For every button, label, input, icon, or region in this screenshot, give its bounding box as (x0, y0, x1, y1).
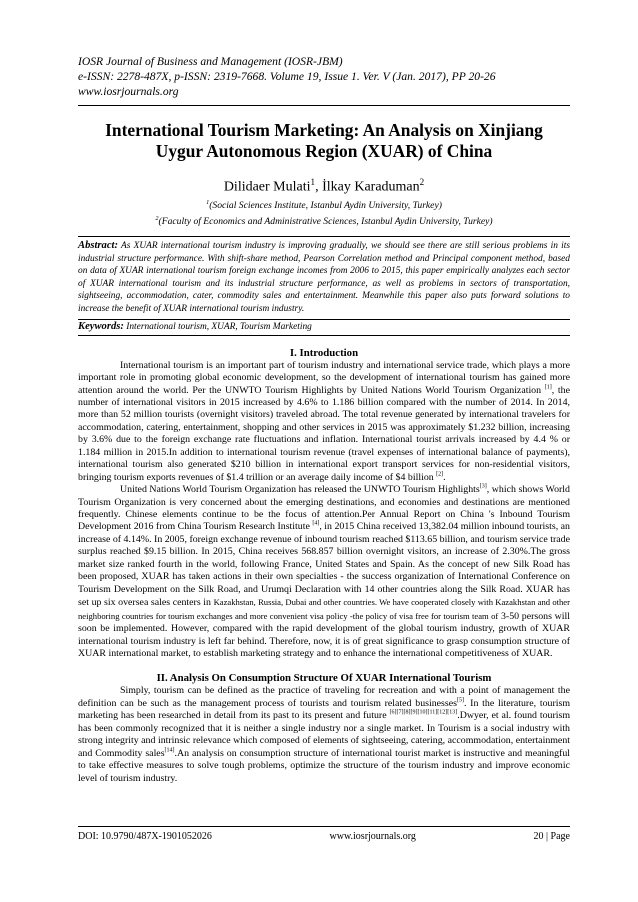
title-line-2: Uygur Autonomous Region (XUAR) of China (155, 141, 493, 161)
s2p1-text-b: . In the literature, tourism marketing has been researched in detail from its past to its present and future (78, 697, 571, 722)
citation-4[interactable]: [4] (312, 521, 320, 528)
abstract-text: As XUAR international tourism industry is improving gradually, we should see there are still serious problems in its industrial structure performance. With shift-share method, Pearson Correlation method and Principal component method, based on data of XUAR international tourism foreign exchange incomes from 2006 to 2015, this paper empirically analyzes each sector of XUAR international tourism and its industrial structure performance, as well as problems in sectors of transportation, sightseeing, accommodation, cater, commodity sales and entertainment. Meanwhile this paper also puts forward solutions to increase the benefit of XUAR international tourism industry. (78, 241, 570, 314)
affiliation-2 (78, 212, 570, 228)
s2p1-text-d: .An analysis on consumption structure of international tourist market is instructive and meaningful to take effective measures to solve tough problems, optimize the structure of the tourism industry and improve economic level of tourism industry. (78, 747, 570, 784)
journal-issn: e-ISSN: 2278-487X, p-ISSN: 2319-7668. Volume 19, Issue 1. Ver. V (Jan. 2017), PP 20-26 (78, 70, 496, 83)
footer-page-number: 20 | Page (533, 831, 570, 842)
s1p1-text-a: International tourism is an important part of tourism industry and international service trade, which plays a more important role in promoting global economic development, so the development of international tourism has gained more attention around the world. Per the UNWTO Tourism Highlights by United Nations World Tourism Organization (78, 359, 570, 396)
citations-6-13[interactable]: [6][7][8][9][10][11][12][13] (389, 710, 458, 717)
citation-1[interactable]: [1] (544, 384, 552, 391)
section-2-paragraph-1 (78, 685, 570, 785)
page-footer (78, 826, 570, 842)
footer-site[interactable]: www.iosrjournals.org (329, 831, 416, 842)
author-1: Dilidaer Mulati (223, 179, 311, 195)
header-rule (78, 105, 570, 106)
keywords-rule (78, 335, 570, 336)
section-1-paragraph-2 (78, 484, 570, 660)
abstract-box (78, 236, 570, 320)
citation-3[interactable]: [3] (479, 483, 487, 490)
affiliation-2-sup: 2 (155, 214, 159, 222)
paper-title (78, 120, 570, 162)
s1p2-text-b: , which shows World Tourism Organization is very concerned about the emerging destinations, and economies and destinations are mentioned frequently. Chinese elements continue to be the focus of attention.Per Annual Report on China 's Inbound Tourism Development 2016 from China Tourism Research Institute (78, 484, 570, 533)
s1p2-text-d: 3-50 persons will soon be implemented. However, compared with the rapid development of the global tourism industry, growth of XUAR international tourism industry is left far behind. Therefore, now, it is of great significance to grasp consumption structure of XUAR international market, to establish marketing strategy and to enhance the international competitiveness of XUAR. (78, 610, 570, 660)
keywords (78, 320, 570, 334)
s1p1-text-c: . (443, 471, 446, 483)
section-1-paragraph-1 (78, 360, 570, 485)
journal-name: IOSR Journal of Business and Management (IOSR-JBM) (78, 55, 343, 68)
author-list (78, 174, 570, 196)
keywords-label: Keywords: (78, 320, 124, 332)
section-2-heading: II. Analysis On Consumption Structure Of XUAR International Tourism (156, 672, 492, 685)
title-line-1: International Tourism Marketing: An Analysis on Xinjiang (105, 120, 543, 140)
abstract-label: Abstract: (78, 240, 119, 252)
s1p2-text-a: United Nations World Tourism Organization has released the UNWTO Tourism Highlights (120, 484, 480, 496)
author-2: İlkay Karaduman (322, 179, 420, 195)
affiliation-2-text: (Faculty of Economics and Administrative Sciences, Istanbul Aydin University, Turkey) (158, 216, 493, 228)
journal-url[interactable]: www.iosrjournals.org (78, 85, 179, 98)
footer-doi: DOI: 10.9790/487X-1901052026 (78, 831, 212, 842)
affiliations (78, 196, 570, 228)
author-2-sup: 2 (419, 177, 425, 187)
affiliation-1-text: (Social Sciences Institute, Istanbul Aydin University, Turkey) (209, 199, 442, 211)
affiliation-1-sup: 1 (206, 198, 210, 206)
s2p1-text-c: .Dwyer, et al. found tourism has been commonly recognized that it is neither a single industry nor a single market. In Tourism is a social industry with strong integrity and intrinsic relevance which composed of elements of sightseeing, catering, accommodation, entertainment and Commodity sales (78, 710, 570, 759)
journal-header (78, 54, 570, 99)
s1p1-text-b: , the number of international visitors in 2015 increased by 4.6% to 1.186 billion compared with the number of 2014. In 2014, more than 52 million tourists (overnight visitors) traveled abroad. The total revenue generated by international travelers for accommodation, catering, entertainment, shopping and other services in 2015 was approximately $1.232 billion, increasing by 3.6% due to the foreign exchange rate fluctuations and inflation. International tourist arrivals increased by 4.4 % or 1.184 million in 2015.In addition to international tourism revenue (travel expenses of international balance of payments), international tourism also generated $210 billion in international export transport services for non-residential visitors, bringing tourism exports revenues of $1.4 trillion or an average daily income of $4 billion (78, 384, 570, 483)
section-1-heading: I. Introduction (289, 346, 359, 359)
author-1-sup: 1 (310, 177, 316, 187)
citation-5[interactable]: [5] (456, 697, 464, 704)
author-separator: , (315, 179, 323, 195)
citation-2[interactable]: [2] (436, 471, 444, 478)
s1p2-small-text: Kazakhstan, Russia, Dubai and other countries. We have cooperated closely with Kazakhstan and other neighboring countries for tourism exchanges and more convenient visa policy -the policy of visa free for tourism team of (78, 597, 570, 621)
s2p1-text-a: Simply, tourism can be defined as the practice of traveling for recreation and with a point of management the definition can be such as the management process of tourists and tourism related businesses (78, 685, 570, 709)
abstract (78, 240, 570, 316)
paper-page (78, 54, 570, 785)
s1p2-text-c: , in 2015 China received 13,382.04 million inbound tourists, an increase of 4.14%. In 2005, foreign exchange revenue of inbound tourism reached $113.65 billion, and tourism service trade surplus reached $9.15 billion. In 2015, China receives 568.857 billion overnight visitors, an increase of 2.30%.The gross market size ranked fourth in the world, following France, United States and Spain. As the concept of new Silk Road has been proposed, XUAR has taken actions in their own specialties - the success organization of International Conference on Tourism Development on the Silk Road, and Urumqi Declaration with 14 other countries along the Silk Road. XUAR has set up six oversea sales centers in (78, 521, 570, 609)
citation-14[interactable]: [14] (164, 747, 175, 754)
affiliation-1 (78, 196, 570, 212)
keywords-text: International tourism, XUAR, Tourism Marketing (123, 321, 312, 332)
